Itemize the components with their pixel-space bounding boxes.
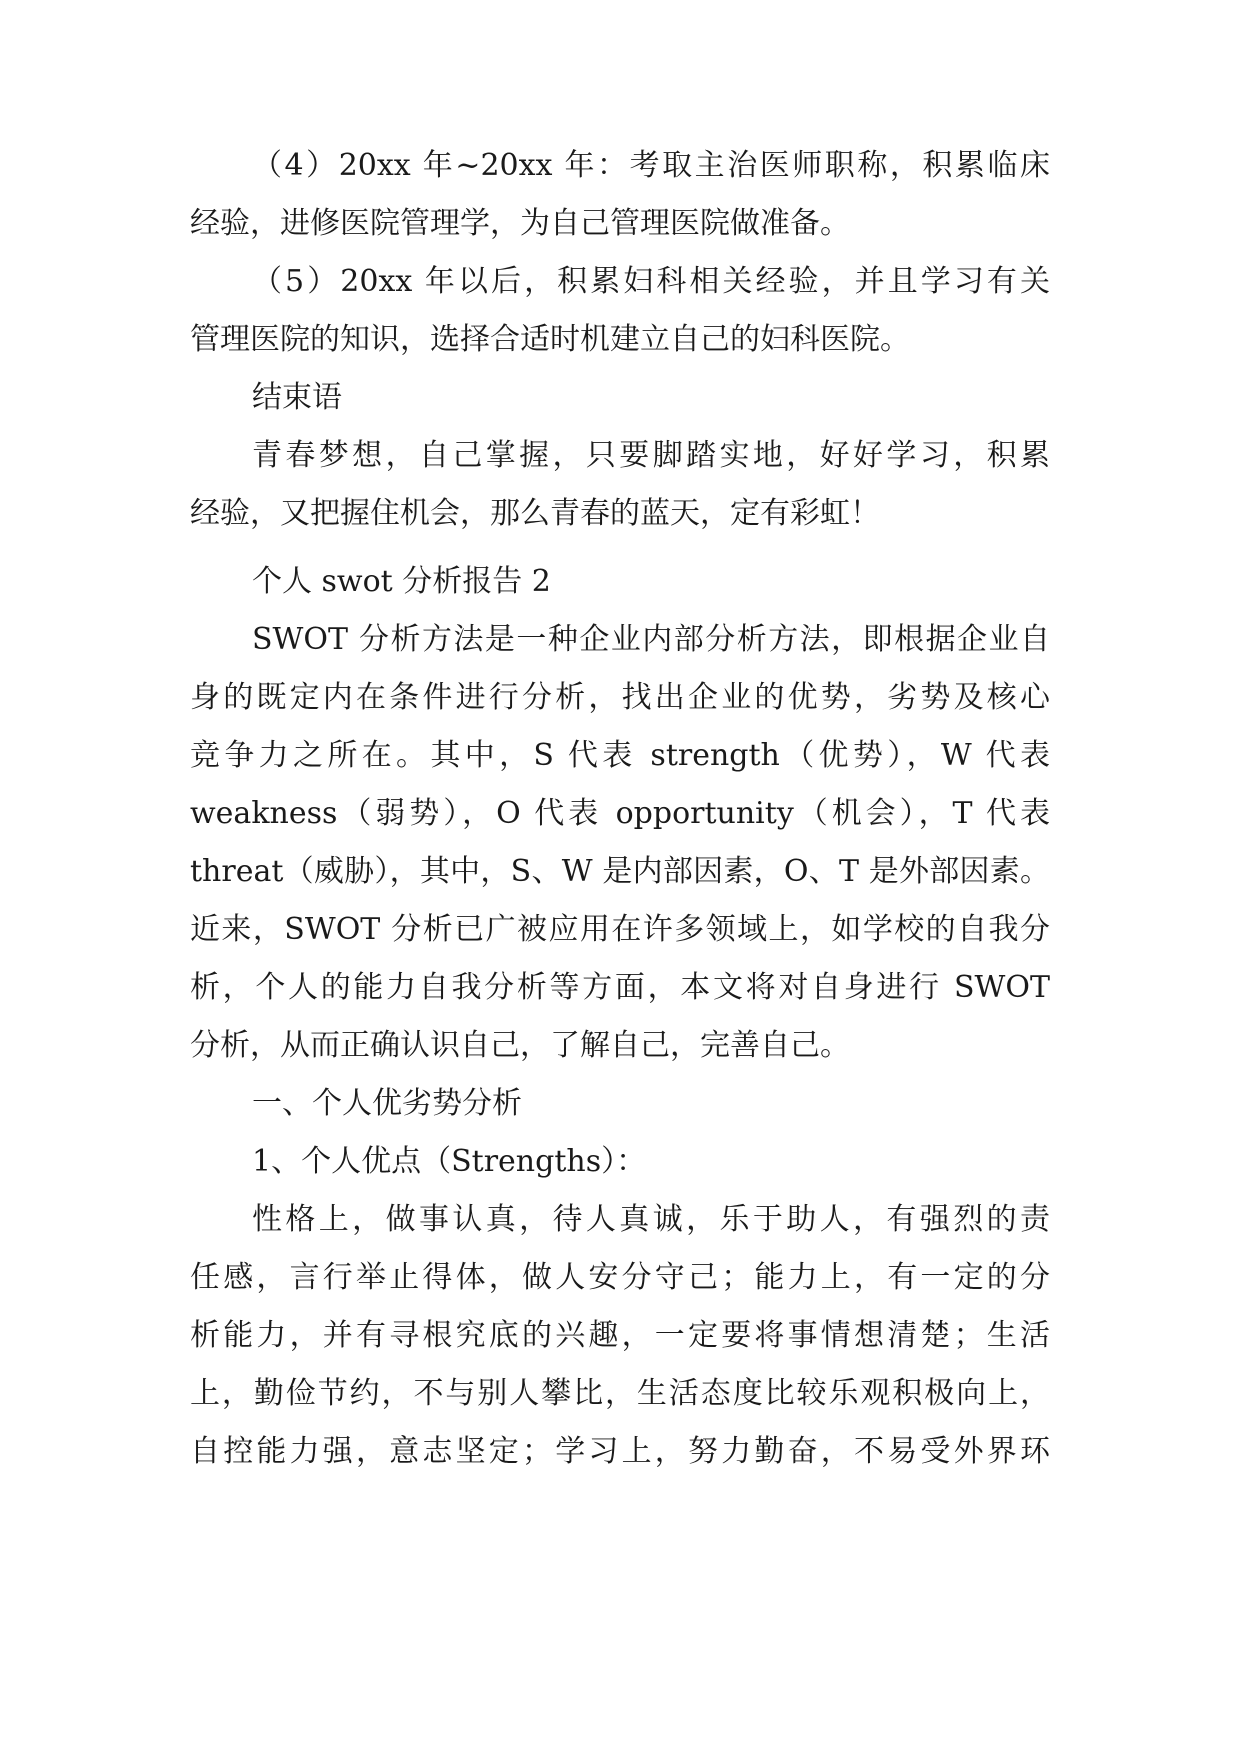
conclusion-heading: 结束语: [252, 380, 342, 415]
strengths-line-5: 自控能力强，意志坚定；学习上，努力勤奋，不易受外界环: [190, 1434, 1050, 1469]
swot-intro-line-3: 竞争力之所在。其中，S 代表 strength（优势），W 代表: [190, 738, 1050, 773]
swot-intro-line-4: weakness（弱势），O 代表 opportunity（机会），T 代表: [190, 796, 1050, 831]
plan-item-4-line-1: （4）20xx 年~20xx 年：考取主治医师职称，积累临床: [252, 148, 1050, 183]
report-title: 个人 swot 分析报告 2: [252, 564, 551, 599]
plan-item-4-line-2: 经验，进修医院管理学，为自己管理医院做准备。: [190, 206, 850, 241]
subsection-heading: 1、个人优点（Strengths）：: [252, 1144, 647, 1179]
swot-intro-line-6: 近来，SWOT 分析已广被应用在许多领域上，如学校的自我分: [190, 912, 1050, 947]
strengths-line-4: 上，勤俭节约，不与别人攀比，生活态度比较乐观积极向上，: [190, 1376, 1050, 1411]
plan-item-5-line-2: 管理医院的知识，选择合适时机建立自己的妇科医院。: [190, 322, 910, 357]
swot-intro-line-5: threat（威胁），其中，S、W 是内部因素，O、T 是外部因素。: [190, 854, 1050, 889]
swot-intro-line-8: 分析，从而正确认识自己，了解自己，完善自己。: [190, 1028, 850, 1063]
swot-intro-line-2: 身的既定内在条件进行分析，找出企业的优势，劣势及核心: [190, 680, 1050, 715]
strengths-line-2: 任感，言行举止得体，做人安分守己；能力上，有一定的分: [190, 1260, 1050, 1295]
section-heading: 一、个人优劣势分析: [252, 1086, 522, 1121]
plan-item-5-line-1: （5）20xx 年以后，积累妇科相关经验，并且学习有关: [252, 264, 1050, 299]
strengths-line-1: 性格上，做事认真，待人真诚，乐于助人，有强烈的责: [252, 1202, 1050, 1237]
swot-intro-line-1: SWOT 分析方法是一种企业内部分析方法，即根据企业自: [252, 622, 1050, 657]
conclusion-line-1: 青春梦想，自己掌握，只要脚踏实地，好好学习，积累: [252, 438, 1050, 473]
conclusion-line-2: 经验，又把握住机会，那么青春的蓝天，定有彩虹！: [190, 496, 880, 531]
swot-intro-line-7: 析，个人的能力自我分析等方面，本文将对自身进行 SWOT: [190, 970, 1050, 1005]
strengths-line-3: 析能力，并有寻根究底的兴趣，一定要将事情想清楚；生活: [190, 1318, 1050, 1353]
career-plan-section: [190, 137, 1050, 543]
swot-report-section: [190, 553, 1050, 1481]
